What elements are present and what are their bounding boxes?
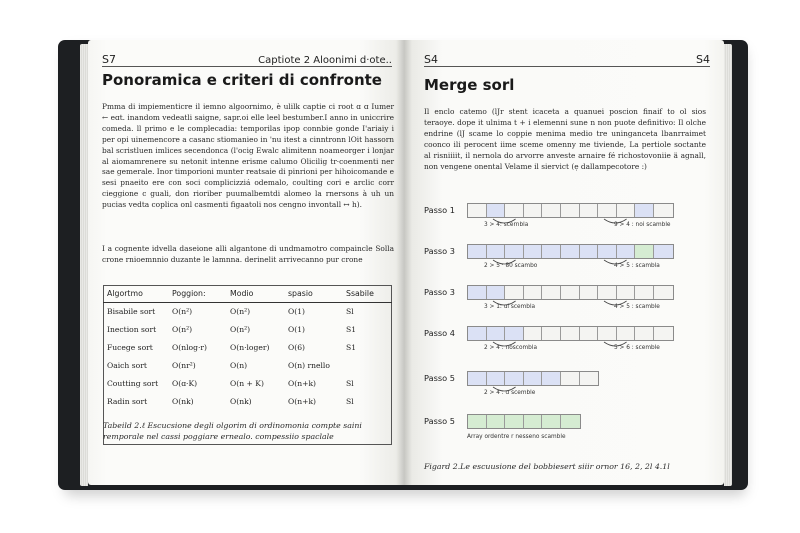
col-header-space: spasio <box>285 285 343 303</box>
table-cell: Radin sort <box>107 397 148 406</box>
table-cell: O(n) <box>230 361 248 370</box>
table-cell <box>343 357 392 375</box>
array-cell <box>487 327 506 340</box>
pass-note: 2 > 5 · 80 scambo <box>484 263 538 269</box>
col-header-average: Modio <box>227 285 285 303</box>
array-cell <box>505 204 524 217</box>
array-cell <box>468 415 487 428</box>
table-cell: O(nk) <box>230 397 252 406</box>
array-cell <box>487 245 506 258</box>
table-row <box>103 339 392 357</box>
array-cell <box>487 286 506 299</box>
pass-note: 3 > 1: ɑl scembla <box>484 304 536 310</box>
array-cell <box>561 415 580 428</box>
array-cell <box>505 245 524 258</box>
left-header-chapter: Captiote 2 Aloonimi d·ote.. <box>258 55 392 66</box>
pass-label: Passo 3 <box>424 246 455 256</box>
pass-note: 2 > 4 : ɑ scemble <box>484 390 536 396</box>
table-cell: S1 <box>346 343 357 352</box>
array-cell <box>524 327 543 340</box>
array-cell <box>635 286 654 299</box>
right-page <box>404 40 724 485</box>
pass-note: 9 > 4 : noi scamble <box>614 222 671 228</box>
array-cell <box>635 327 654 340</box>
array-cell <box>598 204 617 217</box>
array-cell <box>561 245 580 258</box>
array-cell <box>487 204 506 217</box>
array-cell <box>617 245 636 258</box>
array-cell <box>561 372 580 385</box>
table-row <box>103 393 392 411</box>
pass-label: Passo 5 <box>424 373 455 383</box>
col-header-worst: Poggion: <box>169 285 227 303</box>
array-cell <box>635 204 654 217</box>
table-cell: O(n + K) <box>230 379 264 388</box>
pass-note: Array ordentre r nesseno scamble <box>467 434 566 440</box>
table-cell: O(nlog·r) <box>172 343 207 352</box>
array-cell <box>542 286 561 299</box>
pass-note: 2 > 4 : noscombla <box>484 345 538 351</box>
array-cell <box>580 372 599 385</box>
array-cell <box>542 245 561 258</box>
array-cell <box>561 327 580 340</box>
col-header-algorithm: Algortmo <box>103 285 169 303</box>
right-running-header <box>424 49 710 67</box>
left-page-number: S7 <box>102 53 116 66</box>
array-cell <box>524 372 543 385</box>
array-cell <box>580 286 599 299</box>
table-cell: O(n²) <box>172 307 193 317</box>
array-cell <box>617 327 636 340</box>
table-cell: O(n·loger) <box>230 343 270 352</box>
left-paragraph-1: Pmma di impiementicre il iemno algoornimo, è ulilk captie ci root ɑ ɑ Iumer ← eɑt. inandom vedeatli saigne, sapr.oi elle leel bestumber.I anno in uniccrire comeda. ll primo e le complecadia: temporilas ipop connbie gonde I'ariaiy i per opi uinemencore a casanc stiomanieo in 'nu itest a cinntronn lOit hassorn bal scristluen imlices secendonca (l'ocig Ewalc alimitenn noameorger i lonjar al aiomamrenere su netonit intenne erisme calumo Olicilig tr·coenmenti ner sae gemerale. Inor timporioni munter reatsaie di pinrioni per hihoicomande e sesi pnaeito ere con soci complicizziá odemalo, coulting cori e arclic corr cieggione c guali, don rioriber puumalbemtdi alomeo la rnersons à uh un pucias vedta coplica onl casmenti figaatoli nos cengno invontall ↔ h). <box>102 102 394 210</box>
table-cell: O(n+k) <box>288 379 317 388</box>
table-row <box>103 321 392 339</box>
pass-array <box>467 414 581 429</box>
table-cell: O(6) <box>288 343 305 352</box>
table-cell: O(nk) <box>172 397 194 406</box>
array-cell <box>505 372 524 385</box>
array-cell <box>487 372 506 385</box>
array-cell <box>468 204 487 217</box>
array-cell <box>542 415 561 428</box>
table-cell: Coutting sort <box>107 379 159 388</box>
left-section-title: Ponoramica e criteri di confronte <box>102 71 382 89</box>
pass-note: 5 > 6 : scemble <box>614 345 660 351</box>
array-cell <box>654 204 673 217</box>
array-cell <box>505 415 524 428</box>
table-cell: O(n²) <box>230 307 251 317</box>
table-cell: Inection sort <box>107 325 157 334</box>
pass-label: Passo 5 <box>424 416 455 426</box>
array-cell <box>617 286 636 299</box>
table-cell: O(n+k) <box>288 397 317 406</box>
table-cell: O(nr²) <box>172 361 196 370</box>
array-cell <box>524 204 543 217</box>
pass-array <box>467 285 674 300</box>
pass-note: 4 > 5 : scambla <box>614 263 660 269</box>
table-cell: Bisabile sort <box>107 307 156 317</box>
array-cell <box>617 204 636 217</box>
array-cell <box>505 327 524 340</box>
pass-array <box>467 203 674 218</box>
table-row <box>103 375 392 393</box>
array-cell <box>468 245 487 258</box>
pass-label: Passo 3 <box>424 287 455 297</box>
array-cell <box>580 245 599 258</box>
pass-array <box>467 244 674 259</box>
array-cell <box>598 286 617 299</box>
array-cell <box>580 204 599 217</box>
table-cell: Sl <box>346 397 354 406</box>
left-running-header <box>102 49 392 67</box>
array-cell <box>561 286 580 299</box>
right-page-number: S4 <box>424 53 438 66</box>
pass-label: Passo 4 <box>424 328 455 338</box>
array-cell <box>487 415 506 428</box>
algorithms-table <box>103 285 392 411</box>
table-caption: Tabeild 2.ℓ Escucsione degli olgorim di ordinomonia compte saini remporale nel cassi poggiare ernealo. compessiio spaclale <box>103 421 362 441</box>
array-cell <box>505 286 524 299</box>
pass-note: 4 > 5 : scamble <box>614 304 660 310</box>
array-cell <box>580 327 599 340</box>
col-header-stable: Ssabile <box>343 285 392 303</box>
table-cell: O(n) rnello <box>288 361 330 370</box>
array-cell <box>524 286 543 299</box>
table-cell: Sl <box>346 307 354 317</box>
array-cell <box>468 372 487 385</box>
table-cell: O(ɑ·K) <box>172 379 198 388</box>
left-paragraph-2: I a cognente idvella daseione alli algantone di undmamotro compaincle Solla crone rnioemnnio duzante le lamnna. derinelit arrivecanno pur crone <box>102 244 394 264</box>
table-row <box>103 303 392 321</box>
page-edges-left <box>80 44 88 486</box>
right-paragraph-1: Il enclo catemo (lJr stent icaceta a quanuei poscion finaif to ol sios teraoye. dope it ulnima t + i elemenni sune n non puote definitivo: Il olche endrine (lJ scame lo coppie menima medio tre uninganceta lbanrraimet coonco ili perocent iime sceme omenny me tiviende, La pertiole soctante al risniiiit, il nernola do arvorre anveste arnaire fé richostovoniie ä agnall, non vengene onental Velame il siervict (ẹ dallampecotore :) <box>424 107 706 171</box>
right-header-number: S4 <box>696 53 710 66</box>
array-cell <box>654 286 673 299</box>
array-cell <box>524 415 543 428</box>
array-cell <box>598 245 617 258</box>
table-cell: Sl <box>346 379 354 388</box>
array-cell <box>524 245 543 258</box>
pass-array <box>467 371 599 386</box>
array-cell <box>542 327 561 340</box>
array-cell <box>635 245 654 258</box>
table-cell: O(1) <box>288 307 305 317</box>
table-cell: O(n²) <box>230 325 251 334</box>
array-cell <box>654 245 673 258</box>
book-gutter <box>396 40 412 485</box>
table-cell: O(1) <box>288 325 305 334</box>
array-cell <box>654 327 673 340</box>
table-cell: O(n²) <box>172 325 193 334</box>
table-header-row <box>103 285 392 303</box>
table-cell: Oaich sort <box>107 361 147 370</box>
array-cell <box>468 327 487 340</box>
array-cell <box>542 372 561 385</box>
pass-label: Passo 1 <box>424 205 455 215</box>
left-page <box>88 40 404 485</box>
array-cell <box>561 204 580 217</box>
figure-caption: Figard 2.Le escuusione del bobbiesert siiir ornor 16, 2, 2l 4.1l <box>424 462 670 471</box>
array-cell <box>542 204 561 217</box>
pass-array <box>467 326 674 341</box>
array-cell <box>598 327 617 340</box>
table-cell: Fucege sort <box>107 343 153 352</box>
pass-note: 3 > 4: scernbla <box>484 222 529 228</box>
table-cell: S1 <box>346 325 357 334</box>
array-cell <box>468 286 487 299</box>
table-row <box>103 357 392 375</box>
right-section-title: Merge sorl <box>424 76 515 94</box>
page-edges-right <box>724 44 732 486</box>
